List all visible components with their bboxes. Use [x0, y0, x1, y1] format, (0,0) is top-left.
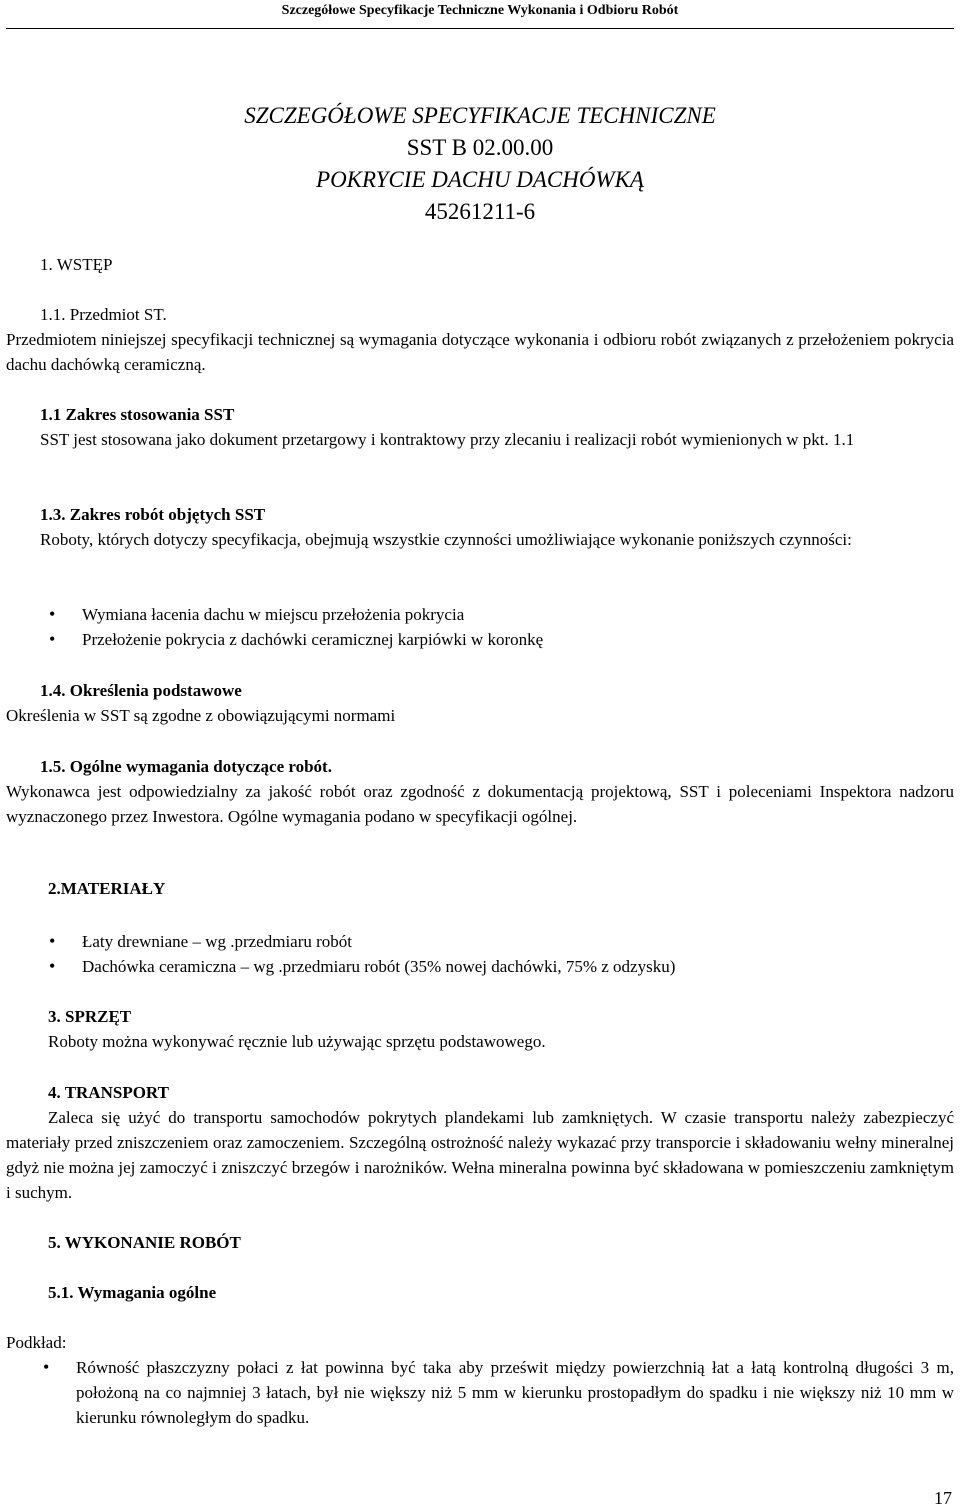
running-header: Szczegółowe Specyfikacje Techniczne Wykonania i Odbioru Robót: [6, 0, 954, 29]
section-3-text: Roboty można wykonywać ręcznie lub używając sprzętu podstawowego.: [48, 1032, 546, 1051]
document-title-block: [180, 100, 780, 228]
podklad-label: Podkład:: [6, 1333, 67, 1352]
list-item: • Równość płaszczyzny połaci z łat powinna być taka aby prześwit między powierzchnią łat a łatą kontrolną długości 3 m, położoną na co najmniej 3 łatach, był nie większy niż 5 mm w kierunku prostopadłym do spadku i nie większy niż 10 mm w kierunku równoległym do spadku.: [76, 1355, 954, 1430]
section-4-heading: 4. TRANSPORT: [48, 1083, 169, 1102]
title-line-4: 45261211-6: [424, 199, 536, 224]
section-1-2-heading: 1.1 Zakres stosowania SST: [40, 405, 235, 424]
section-1-3-heading: 1.3. Zakres robót objętych SST: [40, 505, 266, 524]
list-item: • Dachówka ceramiczna – wg .przedmiaru robót (35% nowej dachówki, 75% z odzysku): [82, 954, 954, 979]
list-item: • Wymiana łacenia dachu w miejscu przełożenia pokrycia: [82, 602, 954, 627]
section-5-heading: 5. WYKONANIE ROBÓT: [48, 1233, 241, 1252]
title-line-3: POKRYCIE DACHU DACHÓWKĄ: [316, 167, 644, 192]
section-1-4-heading: 1.4. Określenia podstawowe: [40, 681, 242, 700]
section-2-heading: 2.MATERIAŁY: [48, 879, 166, 898]
section-1-3-list: [82, 602, 954, 652]
section-5-1-heading: 5.1. Wymagania ogólne: [48, 1283, 217, 1302]
list-item: • Przełożenie pokrycia z dachówki ceramicznej karpiówki w koronkę: [82, 627, 954, 652]
section-1-3-text: Roboty, których dotyczy specyfikacja, obejmują wszystkie czynności umożliwiające wykonanie poniższych czynności:: [40, 530, 852, 549]
section-1-heading: 1. WSTĘP: [40, 255, 113, 274]
section-4-text: Zaleca się użyć do transportu samochodów pokrytych plandekami lub zamkniętych. W czasie transportu należy zabezpieczyć materiały przed zniszczeniem oraz zamoczeniem. Szczególną ostrożność należy wykazać przy transporcie i składowaniu wełny mineralnej gdyż nie można jej zamoczyć i zniszczyć brzegów i narożników. Wełna mineralna powinna być składowana w pomieszczeniu zamkniętym i suchym.: [6, 1108, 954, 1202]
section-5-1-list: [76, 1355, 954, 1430]
section-3-heading: 3. SPRZĘT: [48, 1007, 132, 1026]
section-1-1-heading: 1.1. Przedmiot ST.: [40, 305, 167, 324]
section-1-4-text: Określenia w SST są zgodne z obowiązującymi normami: [6, 706, 396, 725]
page-number: 17: [934, 1488, 952, 1508]
title-line-1: SZCZEGÓŁOWE SPECYFIKACJE TECHNICZNE: [244, 103, 716, 128]
section-2-list: [82, 929, 954, 979]
title-line-2: SST B 02.00.00: [406, 135, 554, 160]
section-1-2-text: SST jest stosowana jako dokument przetargowy i kontraktowy przy zlecaniu i realizacji robót wymienionych w pkt. 1.1: [40, 430, 855, 449]
list-item: • Łaty drewniane – wg .przedmiaru robót: [82, 929, 954, 954]
section-1-5-text: Wykonawca jest odpowiedzialny za jakość robót oraz zgodność z dokumentacją projektową, SST i poleceniami Inspektora nadzoru wyznaczonego przez Inwestora. Ogólne wymagania podano w specyfikacji ogólnej.: [6, 782, 954, 826]
section-1-5-heading: 1.5. Ogólne wymagania dotyczące robót.: [40, 757, 332, 776]
section-1-1-text: Przedmiotem niniejszej specyfikacji technicznej są wymagania dotyczące wykonania i odbioru robót związanych z przełożeniem pokrycia dachu dachówką ceramiczną.: [6, 330, 954, 374]
